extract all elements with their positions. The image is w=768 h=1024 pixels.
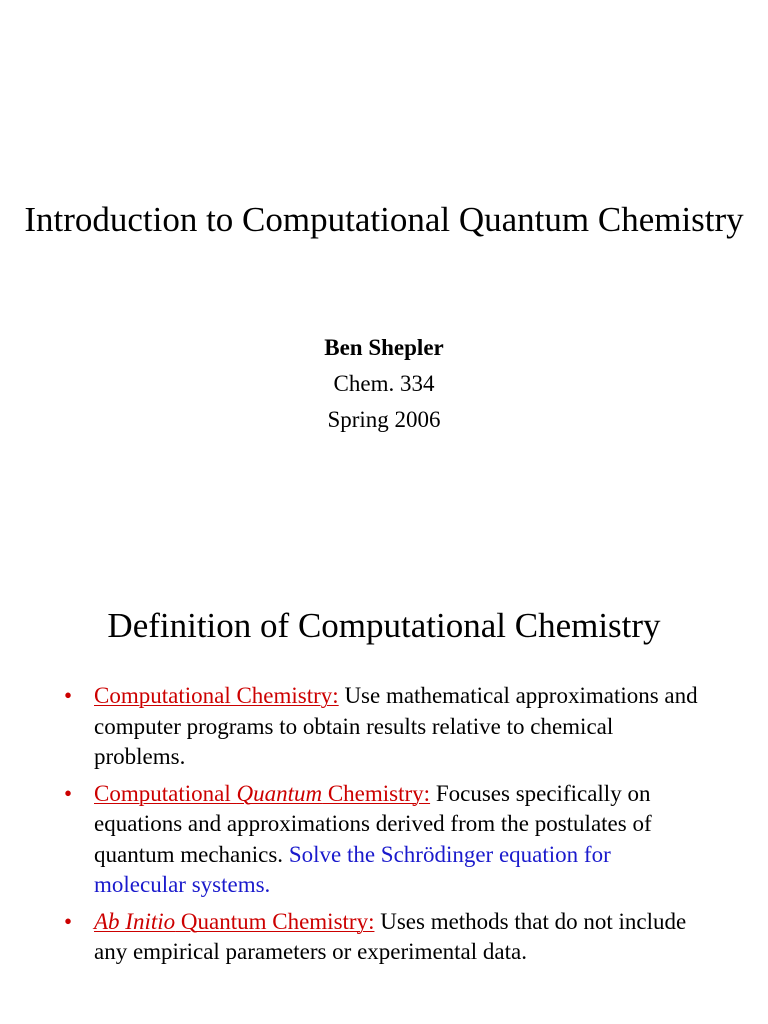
definition-text: Uses methods that do not include any empirical parameters or experimental data. — [94, 908, 687, 964]
slide-definition — [0, 560, 768, 1024]
list-item — [64, 779, 704, 901]
term-label — [94, 909, 374, 934]
author-name: Ben Shepler — [324, 335, 444, 360]
course-label: Chem. 334 — [333, 371, 435, 396]
list-item — [64, 681, 704, 773]
slide-heading: Definition of Computational Chemistry — [107, 606, 661, 645]
definition-list — [64, 681, 704, 974]
term-emphasis: Quantum — [236, 780, 323, 806]
bullet-icon: • — [64, 780, 73, 806]
term-label — [94, 781, 430, 806]
term-label: Computational Chemistry: — [94, 683, 339, 708]
term-prefix: Computational — [94, 780, 237, 806]
term-emphasis: Ab Initio — [94, 908, 176, 934]
bullet-icon: • — [64, 683, 73, 708]
highlight-text: Solve the Schrödinger equation for molecular systems. — [94, 841, 611, 897]
presentation-title: Introduction to Computational Quantum Chemistry — [24, 200, 744, 239]
term-suffix: Chemistry: — [322, 780, 431, 806]
bullet-icon: • — [64, 908, 73, 934]
author-block — [0, 330, 768, 438]
definition-text: Use mathematical approximations and computer programs to obtain results relative to chemical problems. — [94, 683, 698, 769]
term-label: Spring 2006 — [327, 407, 441, 432]
list-item — [64, 907, 704, 968]
term-suffix: Quantum Chemistry: — [175, 908, 375, 934]
definition-text: Focuses specifically on equations and approximations derived from the postulates of quantum mechanics. — [94, 780, 652, 867]
